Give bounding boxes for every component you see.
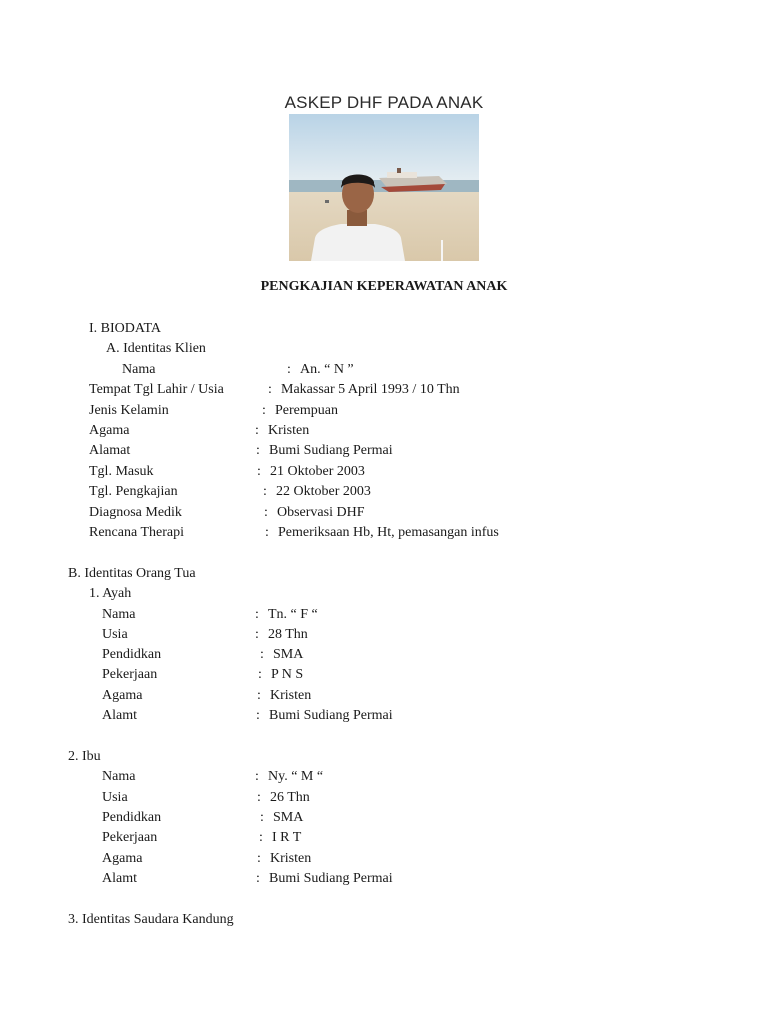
biodata-heading: I. BIODATA — [89, 321, 161, 336]
field-label: Nama — [102, 769, 136, 784]
field-separator: : — [257, 464, 261, 479]
field-separator: : — [255, 627, 259, 642]
field-separator: : — [262, 403, 266, 418]
field-value: Kristen — [270, 688, 312, 703]
ayah-heading: 1. Ayah — [89, 586, 132, 601]
field-separator: : — [263, 484, 267, 499]
field-value: Perempuan — [275, 403, 338, 418]
field-value: Kristen — [270, 851, 312, 866]
field-value: 26 Thn — [270, 790, 310, 805]
field-label: Nama — [122, 362, 156, 377]
field-label: Tgl. Masuk — [89, 464, 154, 479]
field-separator: : — [265, 525, 269, 540]
field-value: Kristen — [268, 423, 310, 438]
field-value: SMA — [273, 647, 304, 662]
field-value: Tn. “ F “ — [268, 607, 318, 622]
field-value: P N S — [271, 667, 304, 682]
field-separator: : — [260, 647, 264, 662]
field-value: Observasi DHF — [277, 505, 365, 520]
field-label: Jenis Kelamin — [89, 403, 169, 418]
field-label: Agama — [102, 688, 143, 703]
beach-photo-image — [289, 114, 479, 261]
field-value: Bumi Sudiang Permai — [269, 443, 393, 458]
field-value: SMA — [273, 810, 304, 825]
field-value: Makassar 5 April 1993 / 10 Thn — [281, 382, 460, 397]
field-value: 28 Thn — [268, 627, 308, 642]
field-label: Alamat — [89, 443, 131, 458]
field-label: Alamt — [102, 871, 137, 886]
field-separator: : — [255, 423, 259, 438]
field-label: Tgl. Pengkajian — [89, 484, 178, 499]
orang-tua-heading: B. Identitas Orang Tua — [68, 566, 196, 581]
field-separator: : — [257, 851, 261, 866]
field-separator: : — [257, 790, 261, 805]
field-value: 21 Oktober 2003 — [270, 464, 365, 479]
field-label: Usia — [102, 627, 128, 642]
identitas-klien-subheading: A. Identitas Klien — [106, 341, 206, 356]
field-label: Tempat Tgl Lahir / Usia — [89, 382, 224, 397]
field-value: Bumi Sudiang Permai — [269, 871, 393, 886]
field-value: Bumi Sudiang Permai — [269, 708, 393, 723]
patient-photo — [289, 114, 479, 261]
ibu-heading: 2. Ibu — [68, 749, 101, 764]
field-separator: : — [256, 708, 260, 723]
field-label: Pendidkan — [102, 810, 162, 825]
field-label: Usia — [102, 790, 128, 805]
field-separator: : — [287, 362, 291, 377]
field-separator: : — [256, 871, 260, 886]
field-value: Ny. “ M “ — [268, 769, 324, 784]
field-separator: : — [255, 607, 259, 622]
field-label: Diagnosa Medik — [89, 505, 182, 520]
field-value: 22 Oktober 2003 — [276, 484, 371, 499]
field-separator: : — [256, 443, 260, 458]
field-separator: : — [264, 505, 268, 520]
field-value: An. “ N ” — [300, 362, 354, 377]
section-title: PENGKAJIAN KEPERAWATAN ANAK — [260, 279, 508, 294]
field-label: Pendidkan — [102, 647, 162, 662]
field-separator: : — [259, 830, 263, 845]
field-value: I R T — [272, 830, 302, 845]
field-label: Rencana Therapi — [89, 525, 184, 540]
field-separator: : — [260, 810, 264, 825]
field-label: Nama — [102, 607, 136, 622]
field-value: Pemeriksaan Hb, Ht, pemasangan infus — [278, 525, 499, 540]
document-title: ASKEP DHF PADA ANAK — [284, 93, 484, 112]
field-label: Pekerjaan — [102, 667, 158, 682]
field-label: Agama — [102, 851, 143, 866]
saudara-heading: 3. Identitas Saudara Kandung — [68, 912, 234, 927]
field-label: Alamt — [102, 708, 137, 723]
field-label: Agama — [89, 423, 130, 438]
field-separator: : — [257, 688, 261, 703]
field-label: Pekerjaan — [102, 830, 158, 845]
field-separator: : — [268, 382, 272, 397]
field-separator: : — [255, 769, 259, 784]
field-separator: : — [258, 667, 262, 682]
